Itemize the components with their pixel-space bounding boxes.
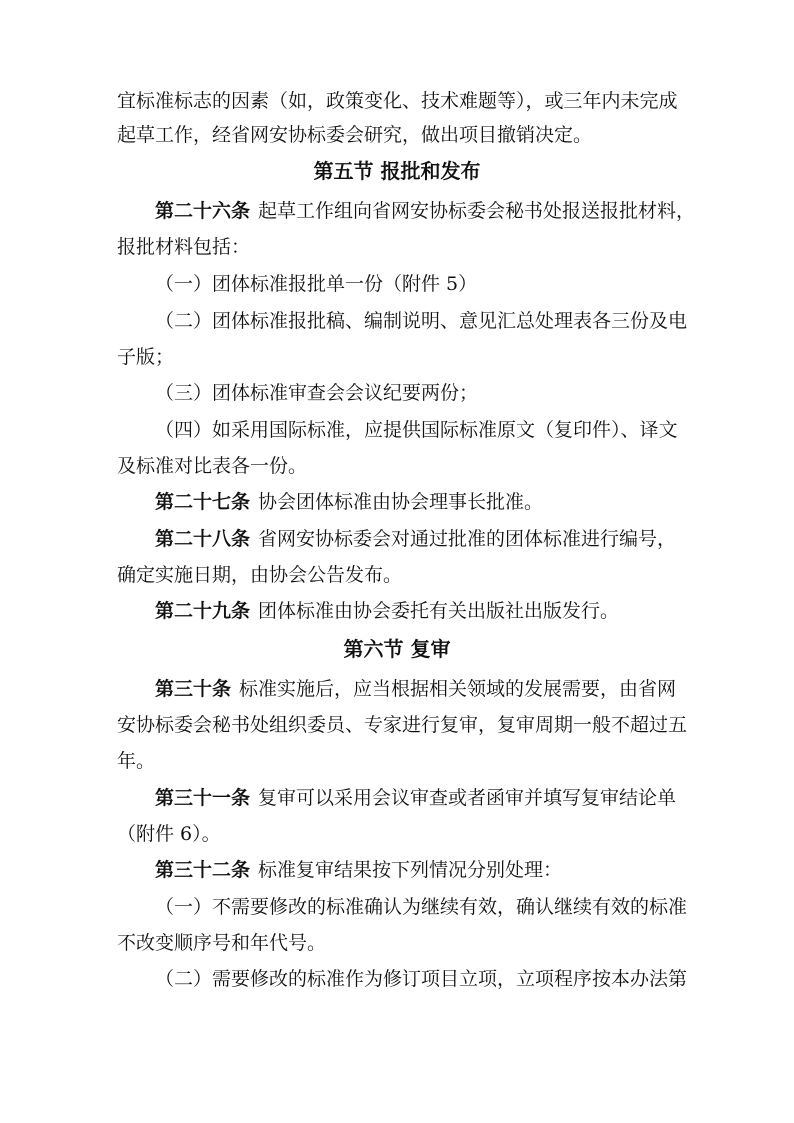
paragraph-line: 子版；	[117, 346, 175, 368]
article-text: 标准实施后，应当根据相关领域的发展需要，由省网	[239, 678, 677, 700]
list-item: （一）团体标准报批单一份（附件 5）	[155, 273, 478, 295]
list-item: （四）如采用国际标准，应提供国际标准原文（复印件）、译文	[155, 419, 678, 441]
article-label: 第二十六条	[155, 200, 251, 222]
article-text: 省网安协标委会对通过批准的团体标准进行编号，	[258, 528, 677, 550]
paragraph-line: 及标准对比表各一份。	[117, 455, 308, 477]
paragraph-line: 起草工作，经省网安协标委会研究，做出项目撤销决定。	[117, 124, 593, 146]
paragraph-line: 确定实施日期，由协会公告发布。	[117, 564, 403, 586]
article-label: 第三十二条	[155, 859, 251, 881]
article-text: 协会团体标准由协会理事长批准。	[258, 491, 544, 513]
article-text: 团体标准由协会委托有关出版社出版发行。	[258, 600, 620, 622]
paragraph-line: （附件 6）。	[117, 823, 221, 845]
article-label: 第二十八条	[155, 528, 251, 550]
section-heading: 第六节 复审	[343, 637, 451, 661]
paragraph-line: 宜标准标志的因素（如，政策变化、技术难题等），或三年内未完成	[117, 90, 678, 112]
list-item: （二）团体标准报批稿、编制说明、意见汇总处理表各三份及电	[155, 310, 688, 332]
list-item: （一）不需要修改的标准确认为继续有效，确认继续有效的标准	[155, 896, 688, 918]
article-30-line	[155, 680, 676, 699]
paragraph-line: 不改变顺序号和年代号。	[117, 932, 327, 954]
article-label: 第二十七条	[155, 491, 251, 513]
article-31-line	[155, 789, 676, 808]
article-32-line	[155, 861, 562, 880]
article-text: 复审可以采用会议审查或者函审并填写复审结论单	[258, 787, 677, 809]
article-26-line	[155, 202, 695, 221]
article-label: 第三十条	[155, 678, 232, 700]
article-28-line	[155, 530, 676, 549]
article-27-line	[155, 493, 543, 512]
paragraph-line: 年。	[117, 750, 156, 772]
article-label: 第二十九条	[155, 600, 251, 622]
list-item: （三）团体标准审查会会议纪要两份；	[155, 382, 479, 404]
section-heading: 第五节 报批和发布	[313, 159, 481, 183]
paragraph-line: 安协标委会秘书处组织委员、专家进行复审，复审周期一般不超过五	[117, 714, 688, 736]
article-29-line	[155, 602, 619, 621]
article-text: 标准复审结果按下列情况分别处理：	[258, 859, 563, 881]
list-item: （二）需要修改的标准作为修订项目立项，立项程序按本办法第	[155, 968, 688, 990]
paragraph-line: 报批材料包括：	[117, 236, 251, 258]
article-label: 第三十一条	[155, 787, 251, 809]
article-text: 起草工作组向省网安协标委会秘书处报送报批材料，	[258, 200, 696, 222]
